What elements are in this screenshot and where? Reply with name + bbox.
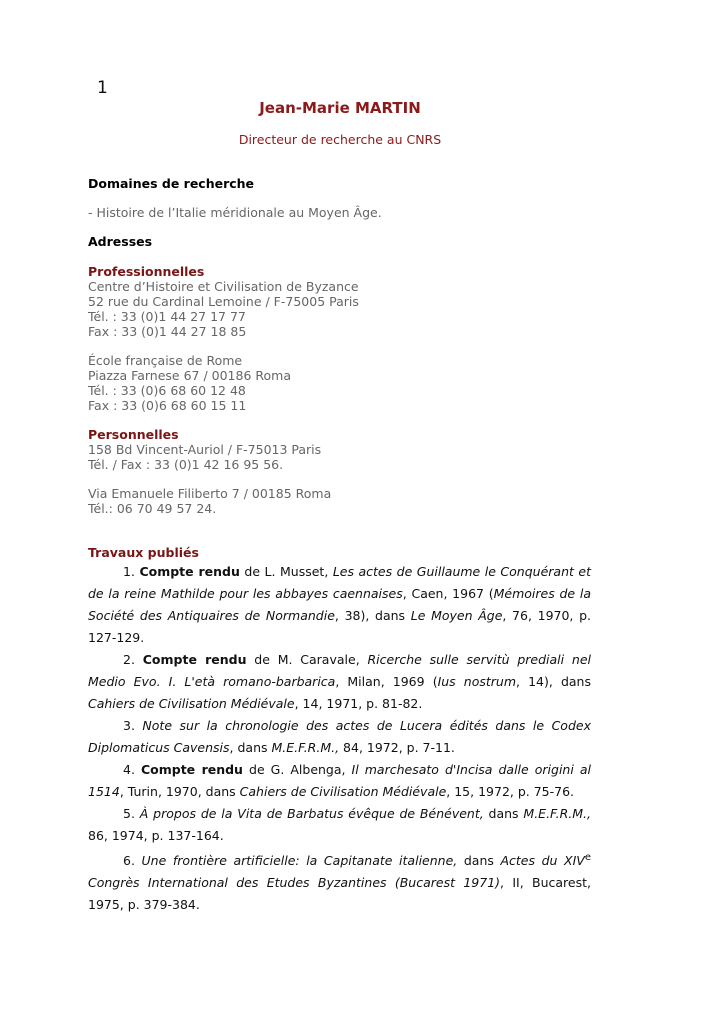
publication-text: Actes du XIV	[500, 853, 585, 869]
publication-text: de G. Albenga,	[242, 762, 352, 777]
research-item: - Histoire de l’Italie méridionale au Moyen Âge.	[88, 205, 382, 220]
author-name: Jean-Marie MARTIN	[259, 99, 421, 117]
publication-text: Ius nostrum	[437, 674, 517, 689]
publication-text: Mémoires de la Société des Antiquaires de Normandie	[88, 586, 591, 623]
address-line: Centre d’Histoire et Civilisation de Byzance	[88, 279, 359, 294]
publication-text: de L. Musset,	[239, 564, 333, 579]
publication-text: Compte rendu	[139, 564, 240, 579]
publication-text: Compte rendu	[142, 652, 247, 667]
publication-number: 6.	[123, 853, 142, 869]
publication-text: , 14), dans	[516, 674, 591, 689]
publication-entry	[88, 561, 591, 649]
publication-entry	[88, 803, 591, 847]
address-block-roma	[88, 486, 331, 516]
publication-text: dans	[457, 853, 501, 869]
publication-number: 2.	[123, 652, 143, 667]
address-line: 52 rue du Cardinal Lemoine / F-75005 Paris	[88, 294, 359, 309]
publication-text: de M. Caravale,	[246, 652, 368, 667]
publication-text: , 14, 1971, p. 81-82.	[294, 696, 423, 711]
publication-text: M.E.F.R.M.,	[523, 806, 591, 821]
publication-text: Congrès International des Etudes Byzantines (Bucarest 1971)	[88, 875, 501, 891]
publication-number: 5.	[123, 806, 140, 821]
publication-text: e	[584, 852, 591, 863]
publication-text: Cahiers de Civilisation Médiévale	[88, 696, 295, 711]
addresses-heading: Adresses	[88, 234, 153, 249]
publication-text: Une frontière artificielle: la Capitanate italienne,	[141, 853, 458, 869]
address-line: Tél. : 33 (0)6 68 60 12 48	[88, 383, 246, 398]
publication-text: Le Moyen Âge	[410, 608, 503, 623]
publication-text: Cahiers de Civilisation Médiévale	[239, 784, 447, 799]
publication-text: , 76, 1970, p. 127-129.	[88, 608, 591, 645]
works-heading: Travaux publiés	[88, 545, 199, 560]
professional-heading: Professionnelles	[88, 264, 205, 279]
publication-text: Les actes de Guillaume le Conquérant et de la reine Mathilde pour les abbayes caennaises	[88, 564, 591, 601]
address-line: Tél.: 06 70 49 57 24.	[88, 501, 217, 516]
publication-entry	[88, 759, 591, 803]
personal-heading: Personnelles	[88, 427, 179, 442]
publication-text: dans	[483, 806, 524, 821]
address-block-paris	[88, 442, 321, 472]
research-heading: Domaines de recherche	[88, 176, 255, 191]
publication-text: , Caen, 1967 (	[402, 586, 494, 601]
address-line: Via Emanuele Filiberto 7 / 00185 Roma	[88, 486, 332, 501]
publication-text: Il marchesato d'Incisa dalle origini al 1514	[88, 762, 591, 799]
page-number: 1	[97, 78, 108, 98]
publication-text: 84, 1972, p. 7-11.	[339, 740, 455, 755]
address-line: Fax : 33 (0)6 68 60 15 11	[88, 398, 247, 413]
publication-entry	[88, 715, 591, 759]
address-line: Tél. / Fax : 33 (0)1 42 16 95 56.	[88, 457, 284, 472]
address-line: Tél. : 33 (0)1 44 27 17 77	[88, 309, 246, 324]
publication-text: , Milan, 1969 (	[335, 674, 438, 689]
address-line: École française de Rome	[88, 353, 243, 368]
publication-number: 4.	[123, 762, 141, 777]
address-line: Piazza Farnese 67 / 00186 Roma	[88, 368, 291, 383]
works-list	[88, 561, 591, 916]
publication-text: , Turin, 1970, dans	[119, 784, 240, 799]
publication-text: 86, 1974, p. 137-164.	[88, 828, 224, 843]
publication-text: , dans	[229, 740, 272, 755]
publication-text: , 15, 1972, p. 75-76.	[446, 784, 575, 799]
publication-entry	[88, 847, 591, 916]
address-block-efr	[88, 353, 291, 413]
publication-number: 3.	[123, 718, 143, 733]
publication-text: , II, Bucarest, 1975, p. 379-384.	[88, 875, 591, 913]
publication-text: Note sur la chronologie des actes de Lucera édités dans le Codex Diplomaticus Cavensis	[88, 718, 591, 755]
publication-text: Ricerche sulle servitù prediali nel Medio Evo. I. L'età romano-barbarica	[88, 652, 591, 689]
publication-text: , 38), dans	[334, 608, 411, 623]
publication-text: À propos de la Vita de Barbatus évêque de Bénévent,	[139, 806, 484, 821]
address-block-cnrs	[88, 279, 359, 339]
author-title: Directeur de recherche au CNRS	[238, 132, 442, 147]
address-line: Fax : 33 (0)1 44 27 18 85	[88, 324, 247, 339]
publication-entry	[88, 649, 591, 715]
publication-text: Compte rendu	[140, 762, 243, 777]
publication-number: 1.	[123, 564, 140, 579]
publication-text: M.E.F.R.M.,	[271, 740, 340, 755]
address-line: 158 Bd Vincent-Auriol / F-75013 Paris	[88, 442, 322, 457]
